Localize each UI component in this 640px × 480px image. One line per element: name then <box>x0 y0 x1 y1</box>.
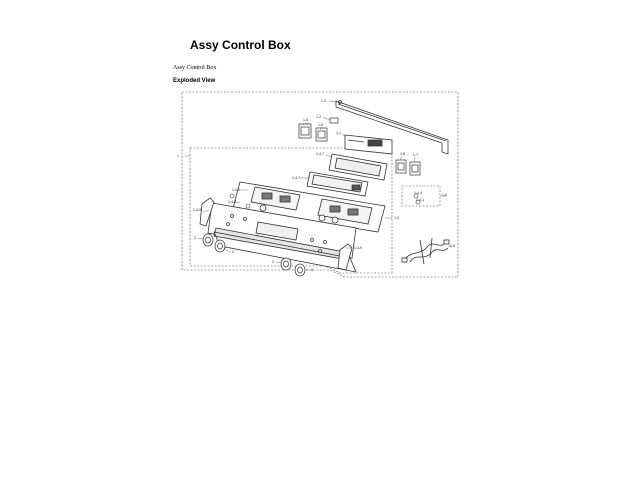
callout-label: 1-5 <box>318 123 324 127</box>
callout-label: 1-6 <box>450 244 456 248</box>
callout-label: 1-6 <box>303 118 309 122</box>
callout-label: 1-4-7 <box>292 176 301 180</box>
callout-label: 1-2 <box>316 115 322 119</box>
callout-label: 1 <box>177 154 179 158</box>
wire-harness <box>402 238 449 264</box>
small-clip <box>330 118 338 123</box>
small-bracket-right-2 <box>410 162 420 175</box>
callout-label: 1-3 <box>321 99 327 103</box>
callout-label: 3 <box>232 250 234 254</box>
knob-1 <box>203 234 213 246</box>
small-bracket-mid <box>316 128 327 141</box>
callout-label: 1-1 <box>336 131 342 135</box>
callout-label: 3 <box>311 268 313 272</box>
callout-label: 1-4-2 <box>232 188 241 192</box>
screw-group-dashed-box <box>402 186 440 206</box>
small-bracket-right-1 <box>396 160 406 173</box>
knob-3 <box>281 258 291 270</box>
callout-label: 1-4-4 <box>414 191 423 195</box>
small-bracket-left <box>299 124 311 138</box>
callout-label: 2 <box>194 236 196 240</box>
callout-label: 1-4 <box>394 216 400 220</box>
control-pcb-board <box>345 135 392 154</box>
callout-label: 1-6 <box>442 193 448 197</box>
page-title: Assy Control Box <box>190 38 291 52</box>
section-heading: Exploded View <box>173 78 216 84</box>
callout-label: 1-7 <box>413 153 419 157</box>
callout-label: 1-4-9 <box>354 246 363 250</box>
callout-label: 2 <box>272 260 274 264</box>
callout-label: 1-4-3 <box>228 200 237 204</box>
knob-4 <box>295 264 305 276</box>
callout-label: 1-4-7 <box>316 152 325 156</box>
display-frame-upper <box>329 154 387 180</box>
callout-label: 1-8 <box>400 152 406 156</box>
knob-2 <box>215 240 225 252</box>
callout-label: 1-4-5 <box>193 208 202 212</box>
callout-label: 1-4-1 <box>416 198 425 202</box>
page-subtitle: Assy Control Box <box>173 65 217 71</box>
